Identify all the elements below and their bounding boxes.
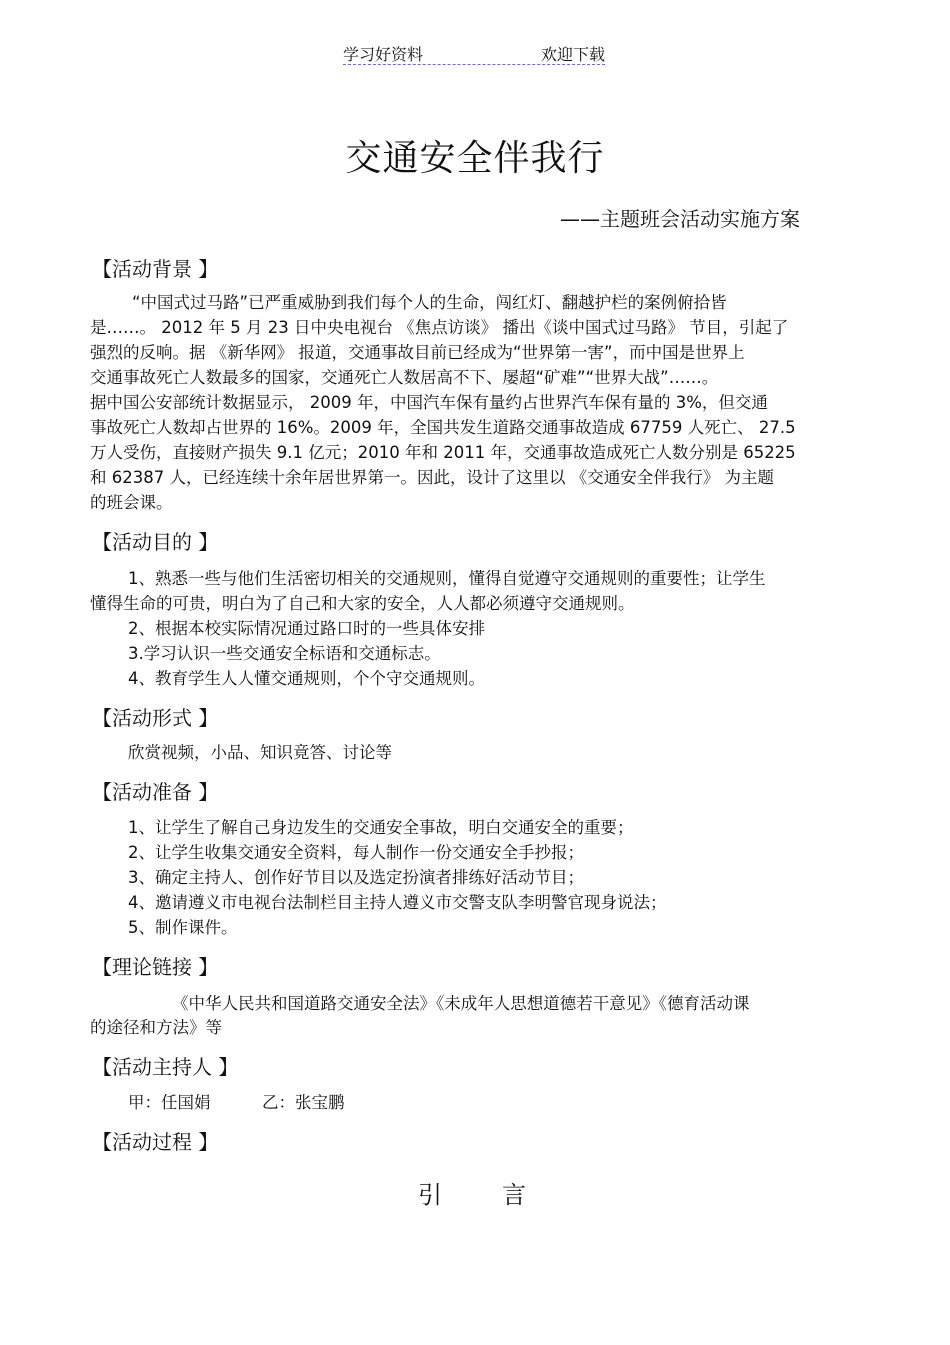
background-line: 万人受伤，直接财产损失 9.1 亿元；2010 年和 2011 年，交通事故造成死亡人数分别是 65225 bbox=[90, 443, 796, 462]
section-heading-prep: 【活动准备 】 bbox=[92, 780, 219, 804]
form-text: 欣赏视频，小品、知识竟答、讨论等 bbox=[128, 743, 392, 762]
background-line: 交通事故死亡人数最多的国家，交通死亡人数居高不下、屡超“矿难”“世界大战”……。 bbox=[90, 368, 719, 387]
purpose-item-1-cont: 懂得生命的可贵，明白为了自己和大家的安全，人人都必须遵守交通规则。 bbox=[90, 594, 635, 613]
header-right-text: 欢迎下载 bbox=[540, 45, 605, 64]
prep-item: 1、让学生了解自己身边发生的交通安全事故，明白交通安全的重要； bbox=[128, 818, 634, 837]
background-line: 强烈的反响。据 《新华网》 报道，交通事故目前已经成为“世界第一害”，而中国是世界上 bbox=[90, 343, 745, 362]
section-heading-host: 【活动主持人 】 bbox=[92, 1055, 239, 1079]
background-line: 是……。 2012 年 5 月 23 日中央电视台 《焦点访谈》 播出《谈中国式过马路》 节目，引起了 bbox=[90, 318, 789, 337]
prep-item: 5、制作课件。 bbox=[128, 918, 238, 937]
purpose-item-3: 3.学习认识一些交通安全标语和交通标志。 bbox=[128, 644, 441, 663]
section-heading-theory: 【理论链接 】 bbox=[92, 955, 219, 979]
theory-line-2: 的途径和方法》等 bbox=[90, 1018, 222, 1037]
background-line: 事故死亡人数却占世界的 16%。2009 年，全国共发生道路交通事故造成 67759 人死亡、 27.5 bbox=[90, 418, 796, 437]
background-line: 据中国公安部统计数据显示， 2009 年，中国汽车保有量约占世界汽车保有量的 3%，但交通 bbox=[90, 393, 768, 412]
background-line: 的班会课。 bbox=[90, 493, 173, 512]
prep-item: 2、让学生收集交通安全资料，每人制作一份交通安全手抄报； bbox=[128, 843, 584, 862]
background-line: 和 62387 人，已经连续十余年居世界第一。因此，设计了这里以 《交通安全伴我行》 为主题 bbox=[90, 468, 774, 487]
host-b: 乙：张宝鹏 bbox=[262, 1093, 345, 1112]
section-heading-purpose: 【活动目的 】 bbox=[92, 530, 219, 554]
theory-line-1: 《中华人民共和国道路交通安全法》《未成年人思想道德若干意见》《德育活动课 bbox=[172, 994, 750, 1013]
section-heading-form: 【活动形式 】 bbox=[92, 706, 219, 730]
intro-heading: 引言 bbox=[418, 1181, 586, 1209]
background-line: “中国式过马路”已严重威胁到我们每个人的生命，闯红灯、翻越护栏的案例俯拾皆 bbox=[132, 293, 727, 312]
background-paragraph bbox=[90, 290, 870, 515]
section-heading-background: 【活动背景 】 bbox=[92, 257, 219, 281]
purpose-item-2: 2、根据本校实际情况通过路口时的一些具体安排 bbox=[128, 619, 485, 638]
host-a: 甲：任国娟 bbox=[128, 1093, 211, 1112]
purpose-item-4: 4、教育学生人人懂交通规则，个个守交通规则。 bbox=[128, 669, 485, 688]
section-heading-process: 【活动过程 】 bbox=[92, 1130, 219, 1154]
purpose-item-1: 1、熟悉一些与他们生活密切相关的交通规则，懂得自觉遵守交通规则的重要性；让学生 bbox=[128, 569, 766, 588]
header-left-text: 学习好资料 bbox=[343, 45, 424, 64]
prep-item: 4、邀请遵义市电视台法制栏目主持人遵义市交警支队李明警官现身说法； bbox=[128, 893, 667, 912]
prep-item: 3、确定主持人、创作好节目以及选定扮演者排练好活动节目； bbox=[128, 868, 584, 887]
document-title: 交通安全伴我行 bbox=[345, 138, 605, 179]
page-header bbox=[343, 40, 605, 65]
document-subtitle: ——主题班会活动实施方案 bbox=[560, 207, 800, 231]
